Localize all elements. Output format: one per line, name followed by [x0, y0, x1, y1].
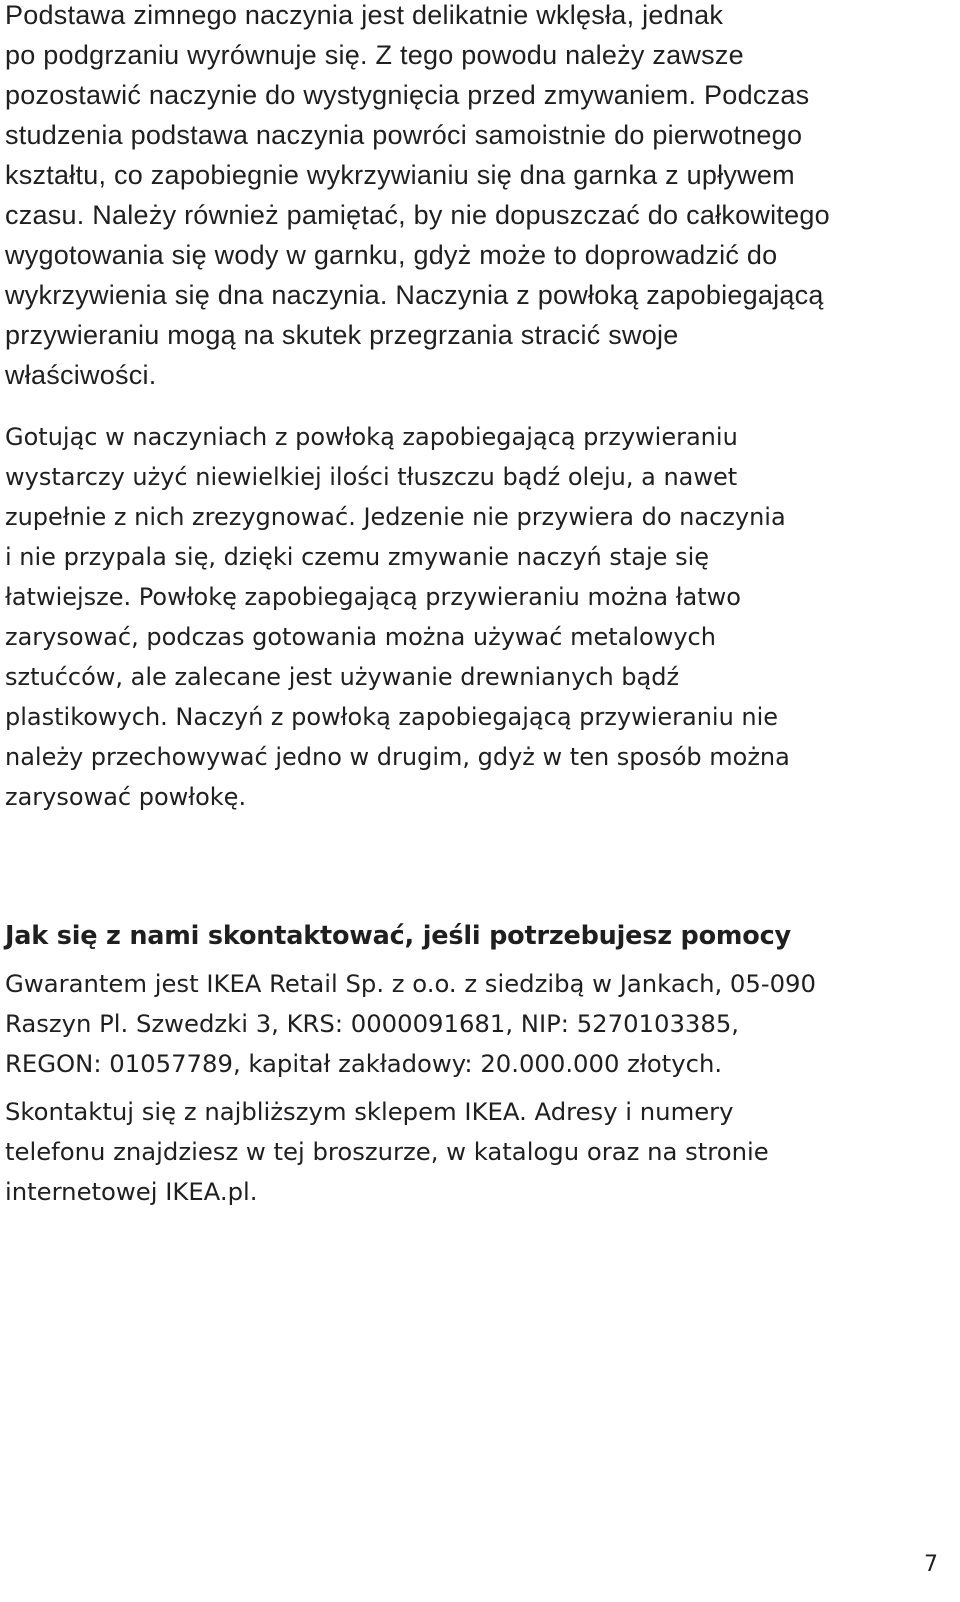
paragraph-cookware-base: Podstawa zimnego naczynia jest delikatnie wklęsła, jednak po podgrzaniu wyrównuje się. Z tego powodu należy zawsze pozostawić naczynie do wystygnięcia przed zmywaniem. Podczas studzenia podstawa naczynia powróci samoistnie do pierwotnego kształtu, co zapobiegnie wykrzywianiu się dna garnka z upływem czasu. Należy również pamiętać, by nie dopuszczać do całkowitego wygotowania się wody w garnku, gdyż może to doprowadzić do wykrzywienia się dna naczynia. Naczynia z powłoką zapobiegającą przywieraniu mogą na skutek przegrzania stracić swoje właściwości. — [5, 0, 830, 390]
paragraph-contact-store: Skontaktuj się z najbliższym sklepem IKEA. Adresy i numery telefonu znajdziesz w tej broszurze, w katalogu oraz na stronie internetowej IKEA.pl. — [5, 1097, 769, 1206]
page-number: 7 — [924, 1552, 938, 1577]
paragraph-guarantor: Gwarantem jest IKEA Retail Sp. z o.o. z siedzibą w Jankach, 05-090 Raszyn Pl. Szwedzki 3, KRS: 0000091681, NIP: 5270103385, REGON: 01057789, kapitał zakładowy: 20.000.000 złotych. — [5, 969, 816, 1078]
paragraph-nonstick-coating: Gotując w naczyniach z powłoką zapobiegającą przywieraniu wystarczy użyć niewielkiej ilości tłuszczu bądź oleju, a nawet zupełnie z nich zrezygnować. Jedzenie nie przywiera do naczynia i nie przypala się, dzięki czemu zmywanie naczyń staje się łatwiejsze. Powłokę zapobiegającą przywieraniu można łatwo zarysować, podczas gotowania można używać metalowych sztućców, ale zalecane jest używanie drewnianych bądź plastikowych. Naczyń z powłoką zapobiegającą przywieraniu nie należy przechowywać jedno w drugim, gdyż w ten sposób można zarysować powłokę. — [5, 423, 790, 811]
contact-heading: Jak się z nami skontaktować, jeśli potrzebujesz pomocy — [5, 921, 791, 951]
